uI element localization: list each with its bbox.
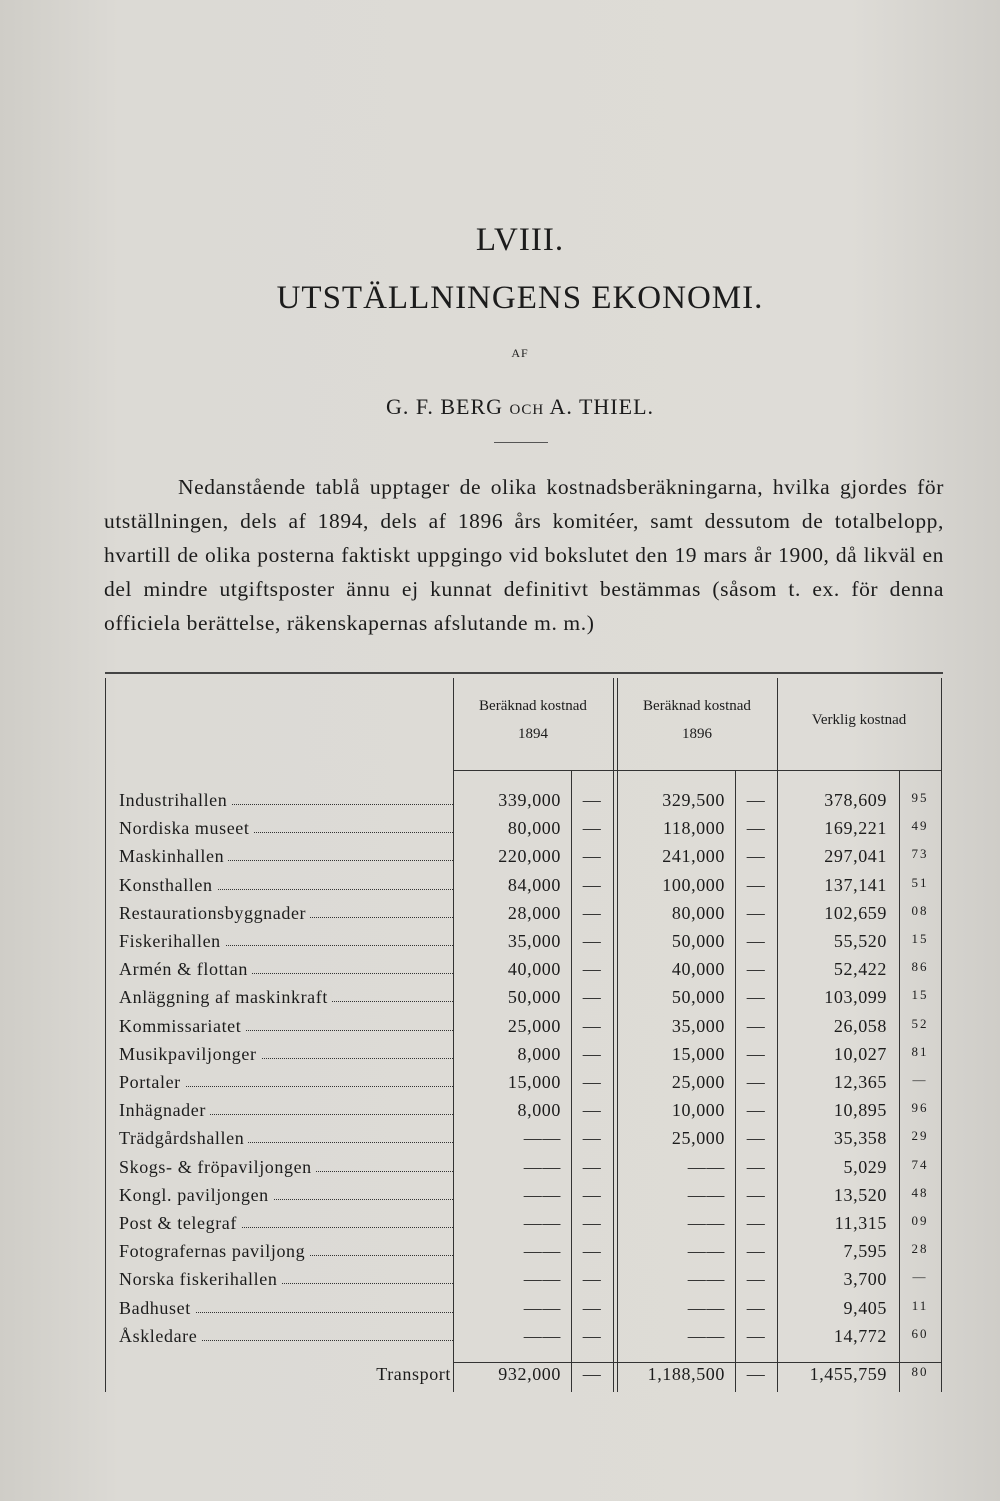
authors-part2: A. THIEL.	[549, 394, 655, 419]
authors-och: OCH	[509, 402, 545, 418]
cell-estimate-1896: ——	[687, 1297, 725, 1318]
cell-estimate-1896-ore: —	[746, 1184, 766, 1205]
cell-estimate-1894-ore: —	[582, 846, 602, 867]
table-row	[105, 1072, 943, 1100]
row-label	[119, 1185, 453, 1206]
row-label	[119, 846, 453, 867]
cell-estimate-1894-ore: —	[582, 1269, 602, 1290]
cell-estimate-1896-ore: —	[746, 931, 766, 951]
cell-estimate-1896-ore: —	[746, 1128, 766, 1149]
cell-estimate-1894: ——	[523, 1269, 561, 1290]
cell-estimate-1896: 118,000	[662, 818, 725, 839]
table-row	[105, 1157, 943, 1185]
cell-estimate-1894: ——	[523, 1128, 561, 1149]
cell-estimate-1896: ——	[687, 1156, 725, 1177]
row-label	[119, 1072, 453, 1093]
cell-actual-cost: 12,365	[833, 1072, 887, 1092]
cell-actual-cost-ore: 81	[911, 1043, 929, 1059]
cell-estimate-1894: 8,000	[517, 1100, 561, 1121]
row-label-text: Fotografernas paviljong	[119, 1241, 309, 1261]
cell-actual-cost: 297,041	[824, 846, 887, 867]
cell-estimate-1896-ore: —	[746, 818, 766, 839]
total-c2: 1,188,500	[647, 1364, 725, 1384]
cell-estimate-1894: 28,000	[507, 902, 561, 923]
cell-estimate-1896: ——	[687, 1269, 725, 1290]
cell-estimate-1896-ore: —	[746, 1269, 766, 1290]
total-c1: 932,000	[498, 1364, 561, 1384]
cell-actual-cost: 169,221	[824, 818, 887, 839]
cell-estimate-1894-ore: —	[582, 931, 602, 951]
total-label: Transport	[376, 1364, 451, 1384]
byline-af: AF	[511, 346, 529, 360]
col-header-1894-title: Beräknad kostnad	[479, 698, 587, 714]
row-label-text: Anläggning af maskinkraft	[119, 987, 332, 1007]
cell-actual-cost: 378,609	[824, 790, 887, 810]
row-label	[119, 1213, 453, 1234]
table-row	[105, 1241, 943, 1269]
cell-estimate-1894: 339,000	[498, 790, 561, 810]
cell-actual-cost-ore: 29	[911, 1128, 929, 1144]
intro-text: Nedanstående tablå upptager de olika kostnadsberäkningarna, hvilka gjordes för utställningen, dels af 1894, dels af 1896 års komitéer, samt dessutom de totalbelopp, hvartill de olika posterna faktiskt uppgingo vid bokslutet den 19 mars år 1900, då likväl en del mindre utgiftsposter ännu ej kunnat definitivt bestämmas (såsom t. ex. för denna officiela berättelse, räkenskapernas afslutande m. m.)	[104, 475, 944, 635]
authors-part1: G. F. BERG	[385, 394, 504, 419]
row-label-text: Restaurationsbyggnader	[119, 903, 310, 923]
table-row	[105, 1298, 943, 1326]
cell-estimate-1896: 50,000	[671, 987, 725, 1008]
row-label	[119, 903, 453, 924]
authors	[0, 394, 1000, 420]
chapter-title: UTSTÄLLNINGENS EKONOMI.	[276, 280, 764, 316]
cell-estimate-1896: 25,000	[671, 1128, 725, 1149]
col-header-actual	[777, 706, 941, 734]
table-row	[105, 1100, 943, 1128]
col-header-1896-year: 1896	[682, 726, 712, 742]
cell-estimate-1894-ore: —	[582, 1128, 602, 1149]
row-label	[119, 1269, 453, 1290]
cell-estimate-1896: 15,000	[671, 1043, 725, 1064]
cell-estimate-1896-ore: —	[746, 987, 766, 1008]
chapter-number: LVIII.	[475, 222, 565, 258]
cell-estimate-1896-ore: —	[746, 1072, 766, 1092]
row-label	[119, 1326, 453, 1347]
cell-actual-cost: 26,058	[833, 1015, 887, 1036]
cell-estimate-1894: 84,000	[507, 874, 561, 895]
cell-estimate-1894-ore: —	[582, 1325, 602, 1346]
row-label-text: Armén & flottan	[119, 959, 252, 979]
table-row	[105, 790, 943, 818]
intro-paragraph	[104, 470, 944, 640]
cell-actual-cost-ore: 15	[911, 931, 929, 946]
title-rule	[494, 442, 548, 443]
cell-estimate-1896-ore: —	[746, 1241, 766, 1262]
cell-estimate-1896: 80,000	[671, 902, 725, 923]
cell-estimate-1894-ore: —	[582, 1156, 602, 1177]
table-row	[105, 931, 943, 959]
cell-estimate-1896-ore: —	[746, 874, 766, 895]
cell-actual-cost: 9,405	[843, 1297, 887, 1318]
table-row	[105, 959, 943, 987]
row-label-text: Skogs- & fröpaviljongen	[119, 1157, 316, 1177]
total-rule	[453, 1362, 941, 1363]
cell-estimate-1896: ——	[687, 1325, 725, 1346]
cell-estimate-1894-ore: —	[582, 1015, 602, 1036]
row-label	[119, 959, 453, 980]
cell-actual-cost-ore: 74	[911, 1156, 929, 1172]
cell-estimate-1896-ore: —	[746, 1015, 766, 1036]
cell-estimate-1896-ore: —	[746, 1297, 766, 1318]
cell-estimate-1894: 15,000	[507, 1072, 561, 1092]
cell-actual-cost-ore: 52	[911, 1015, 929, 1031]
col-header-1896	[617, 692, 777, 748]
cell-estimate-1896: 50,000	[671, 931, 725, 951]
cell-actual-cost-ore: 28	[911, 1241, 929, 1257]
cell-actual-cost: 10,895	[833, 1100, 887, 1121]
cell-actual-cost-ore: 49	[911, 818, 929, 834]
col-header-1896-title: Beräknad kostnad	[643, 698, 751, 714]
cell-estimate-1896: 10,000	[671, 1100, 725, 1121]
row-label	[119, 987, 453, 1008]
cell-estimate-1894-ore: —	[582, 1184, 602, 1205]
cost-table	[105, 672, 943, 1392]
cell-actual-cost-ore: 09	[911, 1213, 929, 1228]
col-header-1894	[453, 692, 613, 748]
cell-actual-cost-ore: —	[912, 1072, 928, 1087]
cell-estimate-1896-ore: —	[746, 1325, 766, 1346]
cell-actual-cost: 102,659	[824, 902, 887, 923]
cell-estimate-1894-ore: —	[582, 1043, 602, 1064]
cell-estimate-1896: ——	[687, 1241, 725, 1262]
total-c3: 1,455,759	[809, 1364, 887, 1384]
table-row	[105, 1044, 943, 1072]
cell-estimate-1894: ——	[523, 1184, 561, 1205]
row-label-text: Kongl. paviljongen	[119, 1185, 273, 1205]
cell-estimate-1894-ore: —	[582, 818, 602, 839]
cell-estimate-1896: 329,500	[662, 790, 725, 810]
row-label	[119, 1016, 453, 1037]
row-label	[119, 790, 453, 811]
cell-actual-cost: 137,141	[824, 874, 887, 895]
cell-actual-cost: 103,099	[824, 987, 887, 1008]
cell-estimate-1894: 25,000	[507, 1015, 561, 1036]
row-label-text: Nordiska museet	[119, 818, 253, 838]
cell-estimate-1894: 50,000	[507, 987, 561, 1008]
table-row	[105, 1269, 943, 1297]
cell-estimate-1896-ore: —	[746, 1213, 766, 1233]
cell-estimate-1894-ore: —	[582, 1297, 602, 1318]
col-header-actual-title: Verklig kostnad	[811, 712, 907, 728]
cell-estimate-1896: 25,000	[671, 1072, 725, 1092]
cell-estimate-1896: ——	[687, 1213, 725, 1233]
cell-estimate-1894: ——	[523, 1213, 561, 1233]
cell-actual-cost-ore: —	[912, 1269, 928, 1285]
cell-actual-cost: 10,027	[833, 1043, 887, 1064]
row-label-text: Norska fiskerihallen	[119, 1269, 281, 1289]
row-label	[119, 875, 453, 896]
row-label-text: Fiskerihallen	[119, 931, 225, 951]
cell-estimate-1894: ——	[523, 1325, 561, 1346]
total-c2s: —	[746, 1364, 766, 1384]
cell-actual-cost: 55,520	[833, 931, 887, 951]
table-row	[105, 1213, 943, 1241]
table-row	[105, 1128, 943, 1156]
row-label	[119, 1044, 453, 1065]
cell-estimate-1896-ore: —	[746, 846, 766, 867]
row-label-text: Post & telegraf	[119, 1213, 241, 1233]
total-c3d: 80	[911, 1364, 929, 1379]
cell-estimate-1894: 35,000	[507, 931, 561, 951]
cell-estimate-1894-ore: —	[582, 1072, 602, 1092]
cell-actual-cost: 35,358	[833, 1128, 887, 1149]
cell-estimate-1896-ore: —	[746, 959, 766, 980]
cell-actual-cost-ore: 11	[911, 1297, 929, 1313]
cell-estimate-1894: ——	[523, 1297, 561, 1318]
cell-actual-cost: 11,315	[834, 1213, 887, 1233]
cell-actual-cost: 13,520	[833, 1184, 887, 1205]
cell-estimate-1894: ——	[523, 1156, 561, 1177]
row-label-text: Åskledare	[119, 1326, 201, 1346]
row-label-text: Badhuset	[119, 1298, 195, 1318]
total-c1s: —	[582, 1364, 602, 1384]
row-label	[119, 1241, 453, 1262]
cell-actual-cost-ore: 48	[911, 1184, 929, 1200]
cell-estimate-1896: 35,000	[671, 1015, 725, 1036]
table-total-row	[105, 1364, 943, 1392]
cell-estimate-1894: 80,000	[507, 818, 561, 839]
cell-estimate-1896: 100,000	[662, 874, 725, 895]
row-label-text: Trädgårdshallen	[119, 1128, 248, 1148]
cell-actual-cost: 52,422	[833, 959, 887, 980]
row-label	[119, 1100, 453, 1121]
cell-estimate-1896: 40,000	[671, 959, 725, 980]
table-row	[105, 1185, 943, 1213]
row-label-text: Kommissariatet	[119, 1016, 245, 1036]
table-row	[105, 818, 943, 846]
row-label	[119, 1128, 453, 1149]
cell-estimate-1896-ore: —	[746, 1156, 766, 1177]
cell-estimate-1894: 8,000	[517, 1043, 561, 1064]
cell-estimate-1894: 40,000	[507, 959, 561, 980]
cell-actual-cost-ore: 95	[911, 790, 929, 805]
row-label-text: Maskinhallen	[119, 846, 228, 866]
row-label-text: Inhägnader	[119, 1100, 210, 1120]
row-label-text: Industrihallen	[119, 790, 231, 810]
table-row	[105, 903, 943, 931]
cell-estimate-1896: ——	[687, 1184, 725, 1205]
cell-actual-cost-ore: 86	[911, 959, 929, 975]
cell-actual-cost-ore: 60	[911, 1325, 929, 1341]
cell-estimate-1896-ore: —	[746, 1043, 766, 1064]
row-label	[119, 1298, 453, 1319]
cell-estimate-1896-ore: —	[746, 790, 766, 810]
header-rule	[453, 770, 941, 771]
cell-estimate-1894: 220,000	[498, 846, 561, 867]
table-row	[105, 987, 943, 1015]
table-row	[105, 1326, 943, 1354]
cell-estimate-1894: ——	[523, 1241, 561, 1262]
cell-actual-cost-ore: 51	[911, 874, 929, 890]
cell-actual-cost: 5,029	[843, 1156, 887, 1177]
table-row	[105, 846, 943, 874]
cell-estimate-1894-ore: —	[582, 874, 602, 895]
cell-actual-cost-ore: 96	[911, 1100, 929, 1116]
row-label-text: Portaler	[119, 1072, 185, 1092]
cell-estimate-1894-ore: —	[582, 790, 602, 810]
cell-actual-cost: 3,700	[843, 1269, 887, 1290]
cell-actual-cost: 7,595	[843, 1241, 887, 1262]
cell-estimate-1896: 241,000	[662, 846, 725, 867]
table-row	[105, 875, 943, 903]
cell-estimate-1896-ore: —	[746, 1100, 766, 1121]
table-row	[105, 1016, 943, 1044]
cell-estimate-1894-ore: —	[582, 1241, 602, 1262]
row-label-text: Musikpaviljonger	[119, 1044, 261, 1064]
cell-actual-cost-ore: 08	[911, 902, 929, 918]
row-label	[119, 931, 453, 952]
cell-estimate-1896-ore: —	[746, 902, 766, 923]
col-header-1894-year: 1894	[518, 726, 548, 742]
cell-estimate-1894-ore: —	[582, 1100, 602, 1121]
row-label-text: Konsthallen	[119, 875, 217, 895]
cell-estimate-1894-ore: —	[582, 902, 602, 923]
cell-estimate-1894-ore: —	[582, 959, 602, 980]
cell-estimate-1894-ore: —	[582, 1213, 602, 1233]
cell-actual-cost: 14,772	[833, 1325, 887, 1346]
cell-actual-cost-ore: 73	[911, 846, 929, 862]
row-label	[119, 1157, 453, 1178]
cell-estimate-1894-ore: —	[582, 987, 602, 1008]
row-label	[119, 818, 453, 839]
cell-actual-cost-ore: 15	[911, 987, 929, 1003]
